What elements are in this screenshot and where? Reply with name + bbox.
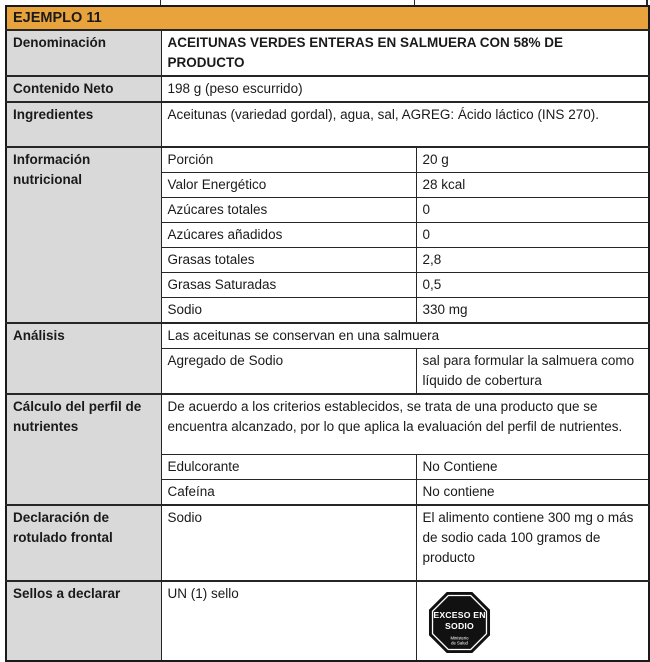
table-row <box>6 581 649 661</box>
nutrition-item-value: 0,5 <box>416 273 649 298</box>
sellos-value: UN (1) sello <box>161 581 416 661</box>
nutrition-item-name: Sodio <box>161 298 416 324</box>
contenido-neto-value: 198 g (peso escurrido) <box>161 76 649 102</box>
calculo-item-name: Cafeína <box>161 479 416 505</box>
row-label-calculo-perfil: Cálculo del perfil de nutrientes <box>6 394 161 505</box>
table-title: EJEMPLO 11 <box>6 6 649 30</box>
table-row <box>6 147 649 173</box>
exceso-en-sodio-seal-icon <box>428 591 491 654</box>
seal-text-line2: SODIO <box>444 620 474 631</box>
nutrition-item-name: Azúcares añadidos <box>161 223 416 248</box>
nutrition-item-value: 28 kcal <box>416 173 649 198</box>
denominacion-value: ACEITUNAS VERDES ENTERAS EN SALMUERA CON 58% DE PRODUCTO <box>161 30 649 76</box>
seal-cell <box>416 581 649 661</box>
row-label-contenido-neto: Contenido Neto <box>6 76 161 102</box>
table-row <box>6 323 649 349</box>
row-label-sellos: Sellos a declarar <box>6 581 161 661</box>
row-label-declaracion-frontal: Declaración de rotulado frontal <box>6 505 161 581</box>
declaracion-item-value: El alimento contiene 300 mg o más de sodio cada 100 gramos de producto <box>416 505 649 581</box>
nutrition-item-name: Grasas Saturadas <box>161 273 416 298</box>
nutrition-item-name: Valor Energético <box>161 173 416 198</box>
table-row <box>6 505 649 581</box>
declaracion-item-name: Sodio <box>161 505 416 581</box>
row-label-ingredientes: Ingredientes <box>6 102 161 147</box>
row-label-analisis: Análisis <box>6 323 161 394</box>
nutrition-item-value: 0 <box>416 223 649 248</box>
table-row <box>6 76 649 102</box>
table-row <box>6 30 649 76</box>
calculo-item-value: No Contiene <box>416 454 649 479</box>
nutrition-item-value: 2,8 <box>416 248 649 273</box>
calculo-perfil-note: De acuerdo a los criterios establecidos, se trata de una producto que se encuentra alcanzado, por lo que aplica la evaluación del perfil de nutrientes. <box>161 394 649 454</box>
table-title-row <box>6 6 649 30</box>
nutrition-item-value: 20 g <box>416 147 649 173</box>
table-row <box>6 394 649 454</box>
nutrition-item-name: Grasas totales <box>161 248 416 273</box>
nutrition-item-name: Porción <box>161 147 416 173</box>
analisis-item-value: sal para formular la salmuera como líquido de cobertura <box>416 349 649 395</box>
nutrition-item-value: 330 mg <box>416 298 649 324</box>
calculo-item-value: No contiene <box>416 479 649 505</box>
calculo-item-name: Edulcorante <box>161 454 416 479</box>
row-label-informacion-nutricional: Información nutricional <box>6 147 161 323</box>
analisis-item-name: Agregado de Sodio <box>161 349 416 395</box>
nutrition-item-value: 0 <box>416 198 649 223</box>
ejemplo-11-table <box>5 5 650 662</box>
table-row <box>6 102 649 147</box>
ingredientes-value: Aceitunas (variedad gordal), agua, sal, AGREG: Ácido láctico (INS 270). <box>161 102 649 147</box>
row-label-denominacion: Denominación <box>6 30 161 76</box>
seal-ministry-line1: Ministerio <box>449 635 469 641</box>
seal-text-line1: EXCESO EN <box>432 609 486 620</box>
analisis-note: Las aceitunas se conservan en una salmuera <box>161 323 649 349</box>
nutrition-item-name: Azúcares totales <box>161 198 416 223</box>
seal-ministry-line2: de Salud <box>450 640 468 646</box>
